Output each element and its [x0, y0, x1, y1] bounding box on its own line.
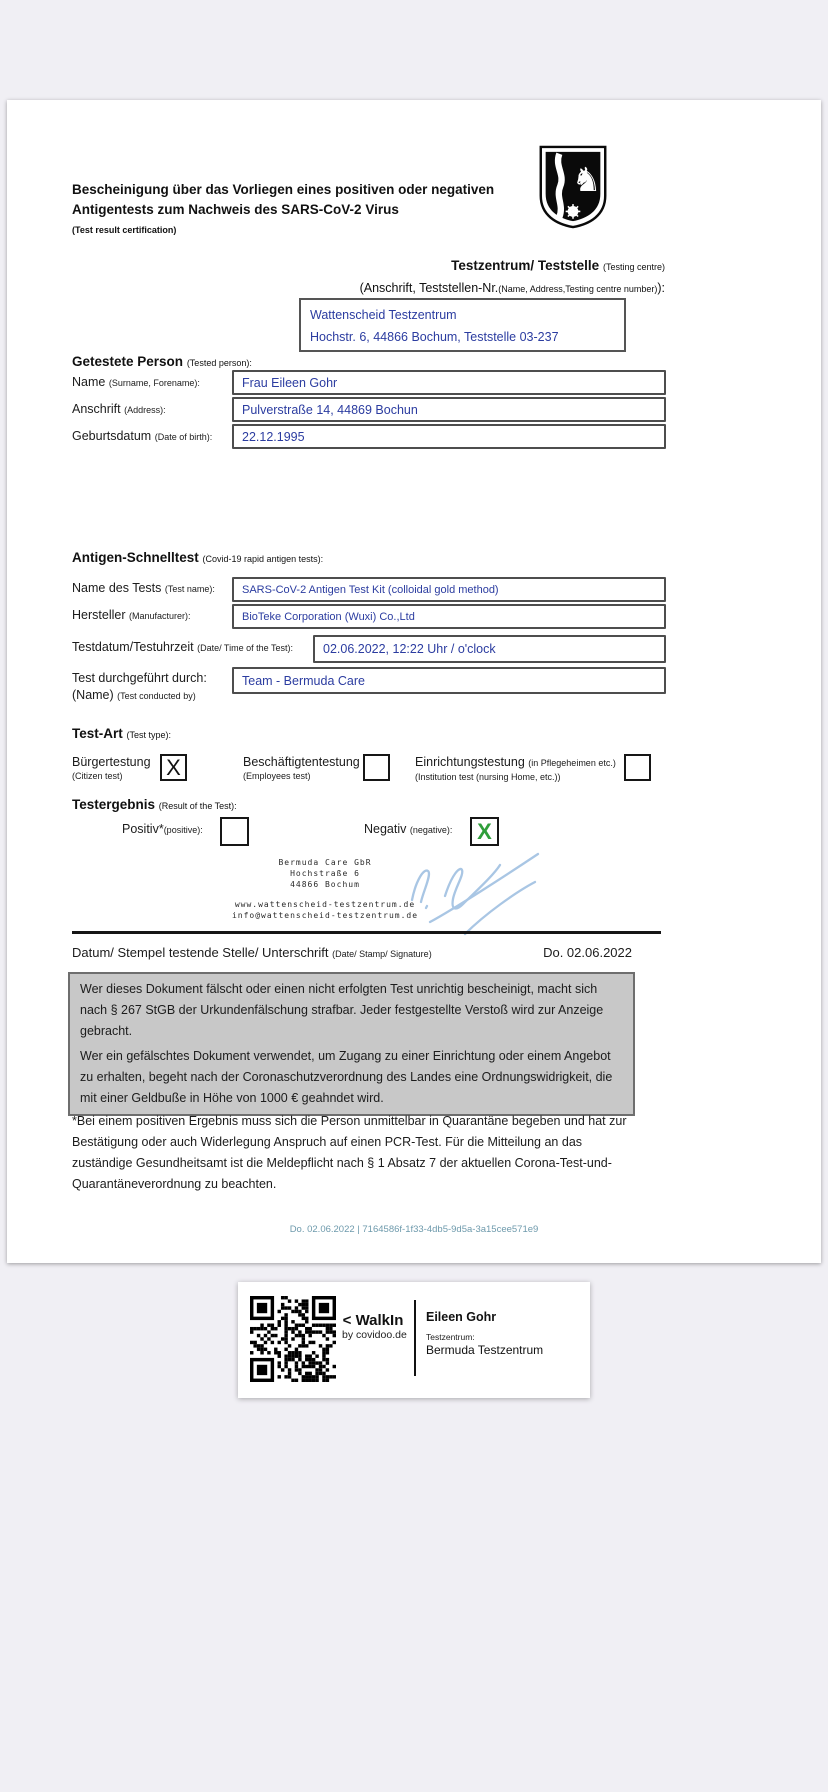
section-divider	[72, 931, 661, 934]
address-label: Anschrift (Address):	[72, 402, 166, 416]
tested-person-heading: Getestete Person (Tested person):	[72, 354, 252, 369]
walkin-brand-sub: by covidoo.de	[342, 1329, 407, 1341]
citizen-test-checkbox: X	[160, 754, 187, 781]
walkin-qr-card	[238, 1282, 590, 1398]
antigen-test-heading: Antigen-Schnelltest (Covid-19 rapid antigen tests):	[72, 550, 324, 565]
title-note: (Test result certification)	[72, 225, 177, 235]
birthdate-label: Geburtsdatum (Date of birth):	[72, 429, 213, 443]
test-datetime-label: Testdatum/Testuhrzeit (Date/ Time of the Test):	[72, 640, 293, 654]
title-line-1: Bescheinigung über das Vorliegen eines positiven oder negativen	[72, 182, 495, 197]
legal-warning-box	[68, 972, 635, 1116]
employee-test-checkbox	[363, 754, 390, 781]
date-stamp-signature-label: Datum/ Stempel testende Stelle/ Unterschrift (Date/ Stamp/ Signature)	[72, 945, 432, 960]
handwritten-signature	[390, 842, 565, 942]
testing-centre-heading	[360, 255, 665, 300]
title-line-2: Antigentests zum Nachweis des SARS-CoV-2 Virus	[72, 202, 399, 217]
address-field: Pulverstraße 14, 44869 Bochun	[232, 397, 666, 422]
testing-centre-stamp: Bermuda Care GbR Hochstraße 6 44866 Bochum www.wattenscheid-testzentrum.de info@wattenscheid-testzentrum.de	[231, 858, 419, 920]
warning-paragraph-1: Wer dieses Dokument fälscht oder einen nicht erfolgten Test unrichtig bescheinigt, macht sich nach § 267 StGB der Urkundenfälschung strafbar. Jeder festgestellte Verstoß wird zur Anzeige gebracht.	[80, 982, 604, 1038]
testing-centre-address: Hochstr. 6, 44866 Bochum, Teststelle 03-237	[310, 330, 559, 344]
result-heading: Testergebnis (Result of the Test):	[72, 797, 237, 812]
test-type-heading: Test-Art (Test type):	[72, 726, 172, 741]
institution-test-label: Einrichtungstestung (in Pflegeheimen etc.) (Institution test (nursing Home, etc.))	[415, 755, 616, 782]
positive-checkbox	[220, 817, 249, 846]
testing-centre-title: Testzentrum/ Teststelle	[451, 258, 600, 273]
birthdate-field: 22.12.1995	[232, 424, 666, 449]
name-label: Name (Surname, Forename):	[72, 375, 200, 389]
testing-centre-address-label-en: (Name, Address,Testing centre number)	[498, 284, 658, 294]
testing-centre-field	[299, 298, 626, 352]
manufacturer-field: BioTeke Corporation (Wuxi) Co.,Ltd	[232, 604, 666, 629]
testing-centre-address-suffix: ):	[657, 281, 665, 295]
qr-code	[250, 1296, 336, 1382]
walkin-brand-block	[342, 1312, 407, 1341]
positive-result-footnote: *Bei einem positiven Ergebnis muss sich die Person unmittelbar in Quarantäne begeben und hat zur Bestätigung oder auch Widerlegung Anspruch auf einen PCR-Test. Für die Mitteilung an das zuständige Gesundheitsamt ist die Meldepflicht nach § 1 Absatz 7 der aktuellen Corona-Test-und-Quarantäneverordnung zu beachten.	[72, 1114, 627, 1191]
certificate-date: Do. 02.06.2022	[543, 945, 632, 960]
citizen-test-label: Bürgertestung (Citizen test)	[72, 755, 151, 781]
rhine-river-band	[558, 154, 562, 217]
testing-centre-address-label: (Anschrift, Teststellen-Nr.	[359, 281, 499, 295]
manufacturer-label: Hersteller (Manufacturer):	[72, 608, 191, 622]
testing-centre-name: Wattenscheid Testzentrum	[310, 308, 457, 322]
test-name-field: SARS-CoV-2 Antigen Test Kit (colloidal gold method)	[232, 577, 666, 602]
institution-test-checkbox	[624, 754, 651, 781]
date-stamp-signature-row	[72, 945, 632, 960]
name-field: Frau Eileen Gohr	[232, 370, 666, 395]
positive-label: Positiv*(positive):	[122, 822, 203, 836]
card-holder-block	[426, 1310, 543, 1357]
test-name-label: Name des Tests (Test name):	[72, 581, 215, 595]
warning-paragraph-2: Wer ein gefälschtes Dokument verwendet, um Zugang zu einer Einrichtung oder einem Angebot zu erhalten, begeht nach der Coronaschutzverordnung des Landes eine Ordnungswidrigkeit, die mit einer Geldbuße in Höhe von 1000 € geahndet wird.	[80, 1049, 613, 1105]
conducted-by-field: Team - Bermuda Care	[232, 667, 666, 694]
card-centre-name: Bermuda Testzentrum	[426, 1343, 544, 1357]
testing-centre-title-en: (Testing centre)	[602, 262, 665, 272]
conducted-by-label: Test durchgeführt durch: (Name) (Test conducted by)	[72, 671, 207, 702]
walkin-brand: < WalkIn	[342, 1312, 404, 1329]
card-person-name: Eileen Gohr	[426, 1310, 497, 1324]
card-centre-label: Testzentrum:	[426, 1332, 475, 1342]
negative-checkbox: X	[470, 817, 499, 846]
westphalian-horse-icon: ♞	[571, 159, 602, 199]
test-datetime-field: 02.06.2022, 12:22 Uhr / o'clock	[313, 635, 666, 663]
employee-test-label: Beschäftigtentestung (Employees test)	[243, 755, 360, 781]
nrw-coat-of-arms-icon	[537, 145, 609, 229]
document-id: Do. 02.06.2022 | 7164586f-1f33-4db5-9d5a-3a15cee571e9	[289, 1224, 539, 1235]
negative-label: Negativ (negative):	[364, 822, 453, 836]
certificate-document	[7, 100, 821, 1263]
tested-person-heading-en: (Tested person):	[186, 358, 252, 368]
card-divider	[414, 1300, 416, 1376]
document-title	[72, 180, 494, 240]
